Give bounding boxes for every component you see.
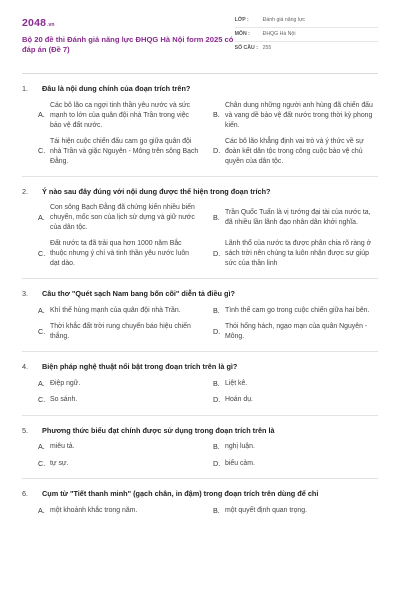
question-number: 1.: [22, 84, 29, 93]
option-text: Khí thế hùng mạnh của quân đội nhà Trần.: [50, 306, 181, 314]
question-heading: [22, 426, 378, 437]
option-letter: C.: [38, 248, 46, 258]
option-text: Chân dung những người anh hùng đã chiến đấu và vang dề bảo vệ đất nước trong thời kỳ phong kiến.: [225, 101, 373, 129]
logo-sub-text: .vn: [47, 22, 55, 28]
option-letter: A.: [38, 212, 45, 222]
answer-options: [22, 506, 378, 516]
answer-option-a[interactable]: [38, 101, 203, 131]
option-text: một khoảnh khắc trong năm.: [50, 506, 138, 514]
option-letter: A.: [38, 378, 45, 388]
answer-option-a[interactable]: [38, 442, 203, 452]
option-letter: D.: [213, 326, 221, 336]
answer-options: [22, 203, 378, 269]
option-letter: B.: [213, 305, 220, 315]
answer-options: [22, 379, 378, 406]
meta-value: Đánh giá năng lực: [262, 16, 306, 23]
option-letter: A.: [38, 110, 45, 120]
question-text: Câu thơ "Quét sạch Nam bang bốn cõi" diễn tả điều gì?: [42, 289, 235, 299]
answer-option-d[interactable]: [213, 459, 378, 469]
answer-option-b[interactable]: [213, 506, 378, 516]
question-text: Ý nào sau đây đúng với nội dung được thể hiện trong đoạn trích?: [42, 186, 271, 196]
document-header: [22, 16, 378, 74]
meta-value: ĐHQG Hà Nội: [262, 30, 296, 37]
answer-option-b[interactable]: [213, 101, 378, 131]
meta-label: LỚP :: [234, 16, 249, 23]
answer-option-c[interactable]: [38, 239, 203, 269]
option-letter: A.: [38, 305, 45, 315]
meta-row-subject: [235, 28, 378, 42]
answer-option-d[interactable]: [213, 137, 378, 167]
answer-options: [22, 442, 378, 469]
meta-label: MÔN :: [234, 30, 250, 37]
option-letter: D.: [213, 395, 221, 405]
option-letter: D.: [213, 146, 221, 156]
answer-option-a[interactable]: [38, 379, 203, 389]
answer-option-c[interactable]: [38, 322, 203, 342]
option-letter: C.: [38, 326, 46, 336]
option-text: Các bô lão khẳng định vai trò và ý thức về sự đoàn kết dân tộc trong công cuộc bảo vệ chủ quyền của dân tộc.: [225, 137, 364, 165]
option-text: Tình thế cam go trong cuộc chiến giữa hai bên.: [225, 306, 370, 314]
option-text: Con sông Bạch Đằng đã chứng kiến nhiều biến chuyển, mốc son của lịch sử dựng và giữ nước của dân tộc.: [50, 204, 195, 232]
option-letter: B.: [213, 378, 220, 388]
meta-label: SỐ CÂU :: [234, 45, 258, 52]
question-2: [22, 177, 378, 280]
site-logo[interactable]: [22, 16, 235, 31]
meta-value: 255: [262, 45, 272, 52]
answer-option-b[interactable]: [213, 306, 378, 316]
meta-row-class: [235, 14, 378, 28]
option-text: Thói hống hách, ngạo mạn của quân Nguyên - Mông.: [225, 323, 368, 341]
question-number: 4.: [22, 362, 29, 372]
option-letter: D.: [213, 248, 221, 258]
option-text: miêu tả.: [50, 443, 75, 451]
option-text: Lãnh thổ của nước ta được phân chia rõ ràng ở sách trời nên chúng ta luôn nhận được sự giúp sức của thần linh: [225, 240, 372, 268]
document-title: Bộ 20 đề thi Đánh giá năng lực ĐHQG Hà Nội form 2025 có đáp án (Đề 7): [22, 35, 234, 55]
option-text: biểu cảm.: [225, 459, 255, 467]
answer-options: [22, 101, 378, 167]
header-left: [22, 16, 235, 73]
option-text: Đất nước ta đã trải qua hơn 1000 năm Bắc thuộc nhưng ý chí và tinh thần yêu nước luôn dạt dào.: [50, 240, 190, 268]
option-letter: C.: [38, 395, 46, 405]
option-text: Trần Quốc Tuấn là vị tướng đại tài của nước ta, đã nhiều lần lãnh đạo nhân dân khởi nghĩa.: [225, 209, 371, 227]
option-text: Tái hiện cuộc chiến đấu cam go giữa quân đội nhà Trần và giặc Nguyên - Mông trên sông Bạch Đằng.: [50, 137, 199, 165]
answer-option-b[interactable]: [213, 379, 378, 389]
answer-option-c[interactable]: [38, 395, 203, 405]
question-heading: [22, 187, 378, 198]
option-letter: A.: [38, 442, 45, 452]
question-4: [22, 352, 378, 415]
option-letter: C.: [38, 146, 46, 156]
answer-option-a[interactable]: [38, 506, 203, 516]
option-text: Thời khắc đất trời rung chuyển báo hiệu chiến thắng.: [50, 323, 191, 341]
question-number: 5.: [22, 425, 29, 435]
option-text: tự sự.: [50, 459, 69, 467]
question-heading: [22, 84, 378, 95]
question-heading: [22, 362, 378, 373]
option-letter: B.: [213, 442, 220, 452]
question-text: Biện pháp nghệ thuật nổi bật trong đoạn trích trên là gì?: [42, 362, 238, 372]
answer-option-c[interactable]: [38, 459, 203, 469]
option-text: một quyết định quan trọng.: [225, 506, 307, 514]
question-6: [22, 479, 378, 525]
answer-option-c[interactable]: [38, 137, 203, 167]
question-1: [22, 74, 378, 177]
answer-options: [22, 306, 378, 342]
option-letter: B.: [213, 212, 220, 222]
option-text: nghị luận.: [225, 443, 255, 451]
question-heading: [22, 289, 378, 300]
question-text: Phương thức biểu đạt chính được sử dụng trong đoạn trích trên là: [42, 425, 275, 435]
option-letter: B.: [213, 110, 220, 120]
question-number: 3.: [22, 289, 29, 299]
logo-main-text: 2048: [22, 17, 47, 29]
answer-option-b[interactable]: [213, 203, 378, 233]
answer-option-b[interactable]: [213, 442, 378, 452]
answer-option-d[interactable]: [213, 395, 378, 405]
question-number: 2.: [22, 186, 29, 196]
answer-option-d[interactable]: [213, 239, 378, 269]
option-text: Điệp ngữ.: [50, 379, 81, 387]
option-letter: A.: [38, 505, 45, 515]
meta-row-question-count: [235, 42, 378, 56]
question-number: 6.: [22, 489, 29, 499]
option-text: So sánh.: [50, 396, 78, 404]
option-text: Liệt kê.: [225, 379, 248, 387]
option-letter: B.: [213, 505, 220, 515]
answer-option-d[interactable]: [213, 322, 378, 342]
question-5: [22, 416, 378, 479]
option-letter: C.: [38, 458, 46, 468]
question-text: Cụm từ "Tiết thanh minh" (gạch chân, in đậm) trong đoạn trích trên dùng để chỉ: [42, 489, 319, 499]
question-heading: [22, 489, 378, 500]
answer-option-a[interactable]: [38, 203, 203, 233]
answer-option-a[interactable]: [38, 306, 203, 316]
meta-table: [235, 14, 378, 73]
option-text: Hoán dụ.: [225, 396, 253, 404]
question-3: [22, 279, 378, 352]
option-letter: D.: [213, 458, 221, 468]
question-text: Đâu là nội dung chính của đoạn trích trên?: [42, 84, 191, 93]
option-text: Các bô lão ca ngợi tinh thần yêu nước và sức mạnh to lớn của quân đội nhà Trần trong việc bảo vệ đất nước.: [50, 101, 191, 129]
